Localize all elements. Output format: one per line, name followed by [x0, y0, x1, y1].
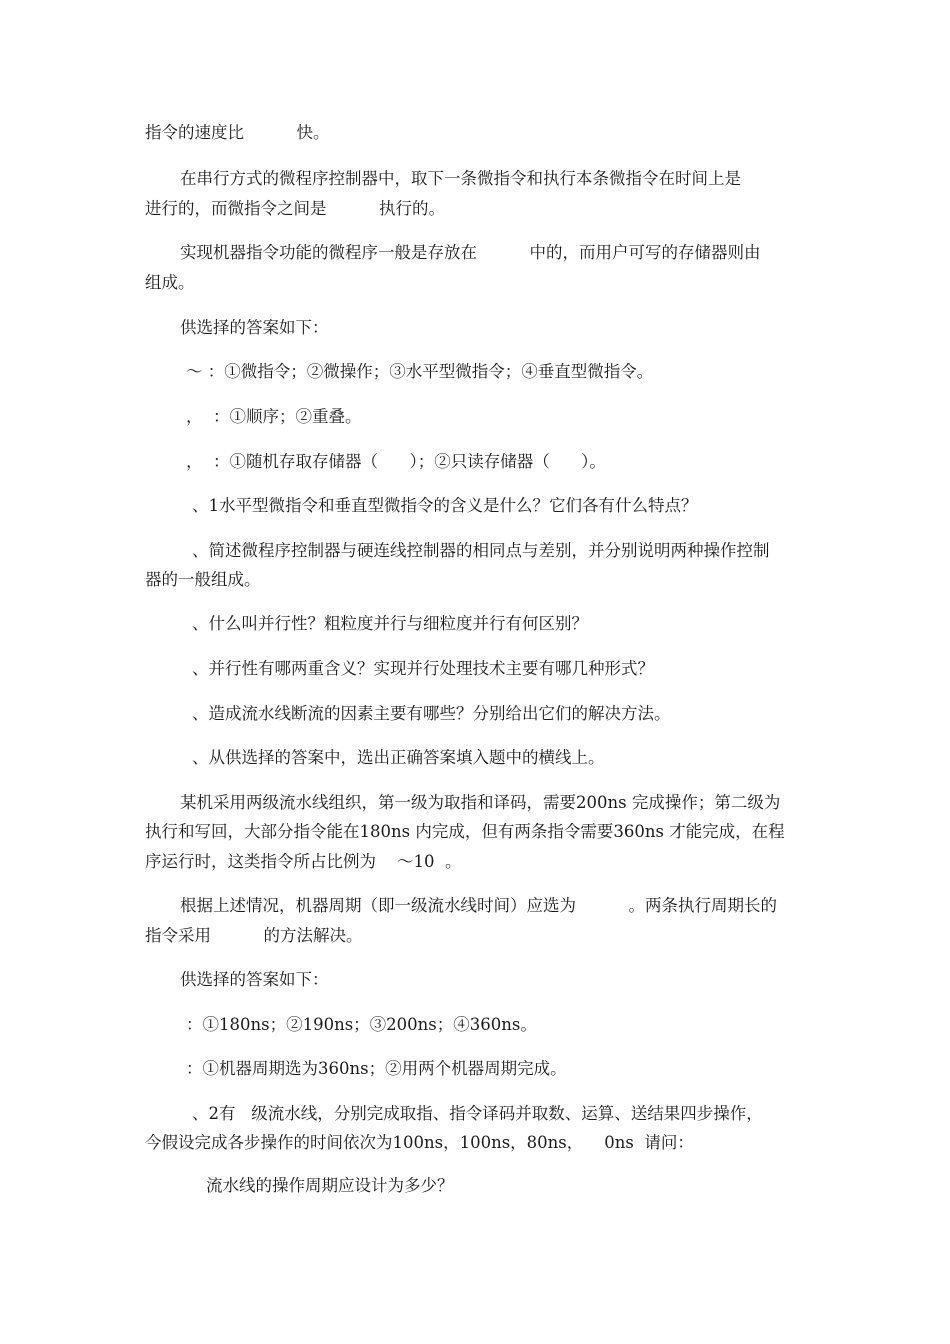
text-line: 供选择的答案如下：	[180, 970, 329, 989]
question-line: 流水线的操作周期应设计为多少？	[206, 1176, 454, 1195]
text-line: 指令的速度比 快。	[145, 123, 330, 142]
text-line: 组成。	[145, 273, 195, 292]
text-line: 某机采用两级流水线组织，第一级为取指和译码，需要200ns 完成操作；第二级为	[180, 793, 781, 812]
question-line: 、1水平型微指令和垂直型微指令的含义是什么？它们各有什么特点？	[192, 496, 698, 515]
question-line: 、从供选择的答案中，选出正确答案填入题中的横线上。	[192, 748, 605, 767]
question-line: 今假设完成各步操作的时间依次为100ns，100ns，80ns， 0ns 请问：	[145, 1133, 694, 1152]
question-line: 、简述微程序控制器与硬连线控制器的相同点与差别，并分别说明两种操作控制	[192, 541, 770, 560]
option-line: ， ：①顺序；②重叠。	[186, 407, 362, 426]
question-line: 、造成流水线断流的因素主要有哪些？分别给出它们的解决方法。	[192, 704, 671, 723]
question-line: 、什么叫并行性？粗粒度并行与细粒度并行有何区别？	[192, 614, 588, 633]
option-line: ～ ：①微指令；②微操作；③水平型微指令；④垂直型微指令。	[186, 362, 654, 381]
text-line: 实现机器指令功能的微程序一般是存放在 中的，而用户可写的存储器则由	[180, 243, 761, 262]
option-line: ：①180ns；②190ns；③200ns；④360ns。	[186, 1015, 537, 1034]
text-line: 在串行方式的微程序控制器中，取下一条微指令和执行本条微指令在时间上是	[180, 169, 741, 188]
text-line: 进行的，而微指令之间是 执行的。	[145, 199, 445, 218]
option-line: ：①机器周期选为360ns；②用两个机器周期完成。	[186, 1059, 567, 1078]
option-line: ， ：①随机存取存储器（ ）；②只读存储器（ ）。	[186, 452, 606, 471]
text-line: 指令采用 的方法解决。	[145, 926, 363, 945]
question-line: 器的一般组成。	[145, 570, 261, 589]
text-line: 执行和写回，大部分指令能在180ns 内完成，但有两条指令需要360ns 才能完成，在程	[145, 822, 785, 841]
text-line: 根据上述情况，机器周期（即一级流水线时间）应选为 。两条执行周期长的	[180, 896, 777, 915]
text-line: 序运行时，这类指令所占比例为 ～10 。	[145, 852, 462, 871]
question-line: 、并行性有哪两重含义？实现并行处理技术主要有哪几种形式？	[192, 659, 654, 678]
text-line: 供选择的答案如下：	[180, 318, 329, 337]
question-line: 、2有 级流水线，分别完成取指、指令译码并取数、运算、送结果四步操作，	[192, 1104, 763, 1123]
